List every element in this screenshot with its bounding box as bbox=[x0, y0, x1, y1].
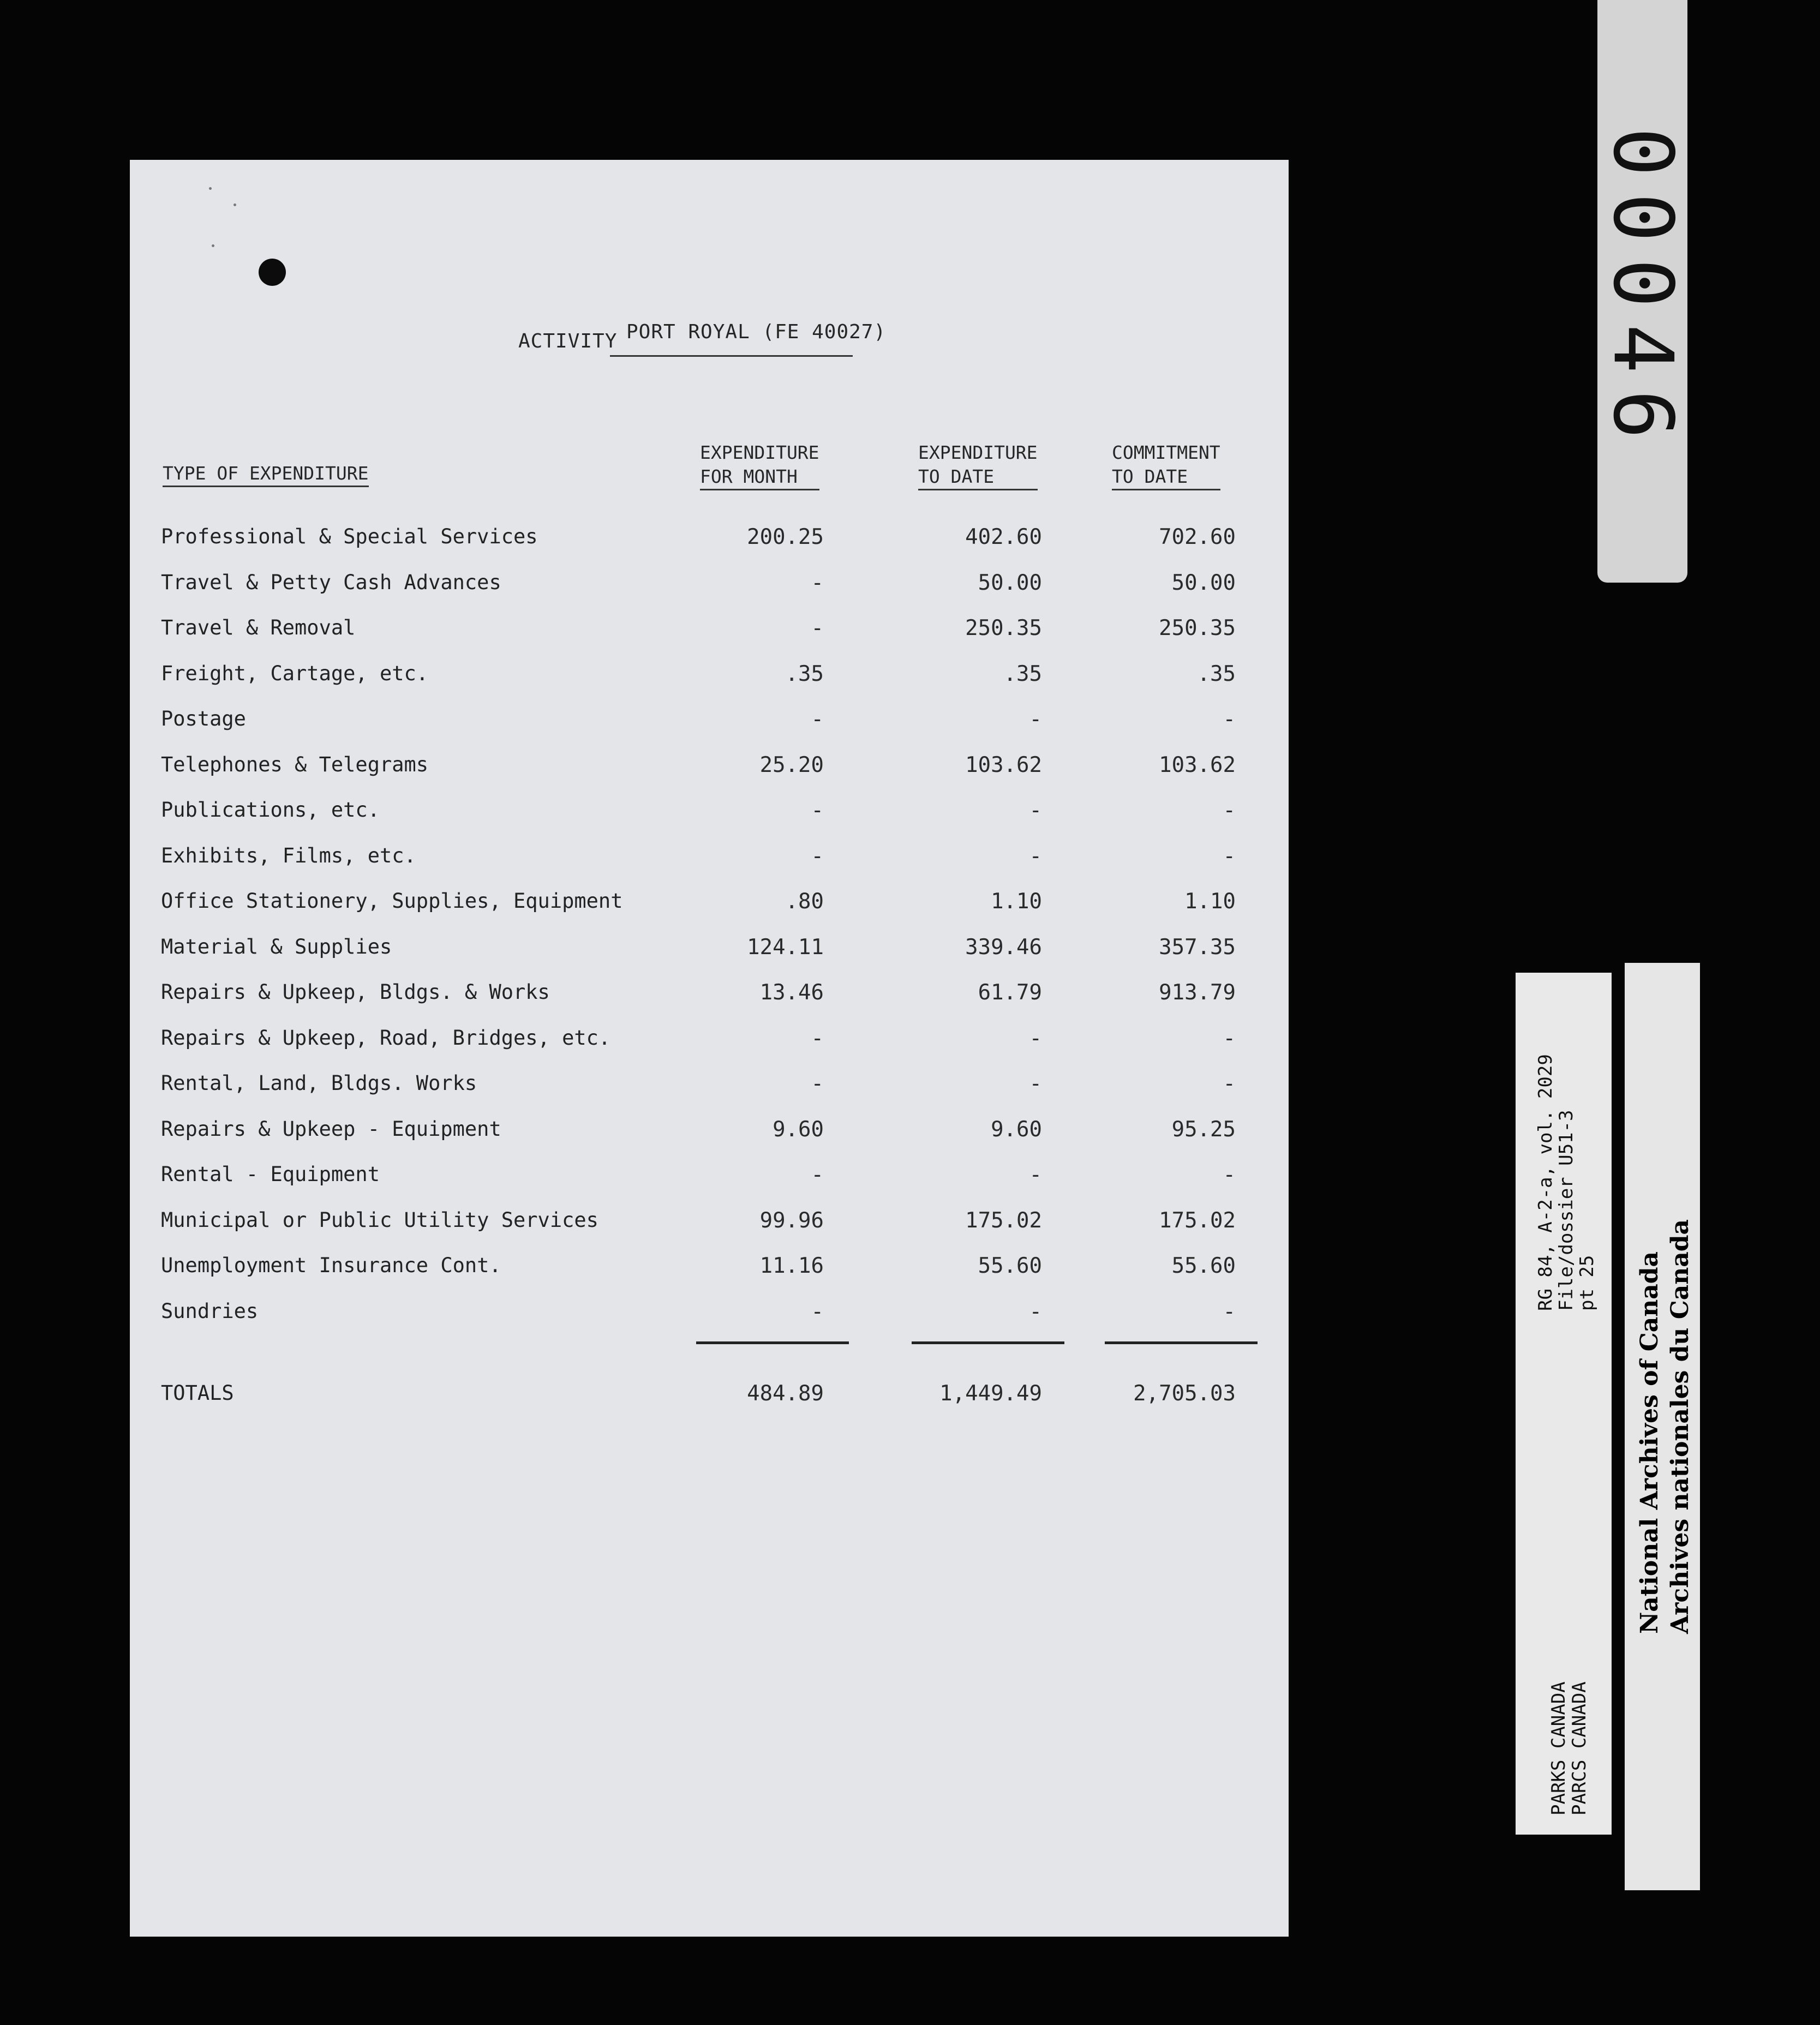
table-row bbox=[130, 1019, 1289, 1064]
total-rule bbox=[912, 1341, 1064, 1344]
header-expenditure-for-month bbox=[700, 441, 819, 490]
expenditure-to-date: - bbox=[1029, 1299, 1042, 1324]
agency-block bbox=[1548, 1681, 1590, 1816]
expenditure-for-month: - bbox=[811, 1299, 824, 1324]
table-row bbox=[130, 608, 1289, 654]
expenditure-type: Unemployment Insurance Cont. bbox=[161, 1254, 501, 1277]
expenditure-type: Municipal or Public Utility Services bbox=[161, 1208, 598, 1232]
expenditure-type: Postage bbox=[161, 707, 246, 730]
reference-line: File/dossier U51-3 bbox=[1555, 1110, 1577, 1311]
activity-underline bbox=[610, 355, 853, 357]
total-rule bbox=[1105, 1341, 1258, 1344]
total-commitment-to-date: 2,705.03 bbox=[1133, 1381, 1236, 1406]
document-page bbox=[130, 160, 1289, 1937]
reference-block bbox=[1535, 1054, 1597, 1311]
expenditure-to-date: - bbox=[1029, 843, 1042, 868]
totals-row bbox=[130, 1374, 1289, 1419]
expenditure-for-month: - bbox=[811, 843, 824, 868]
table-row bbox=[130, 563, 1289, 609]
expenditure-type: Rental - Equipment bbox=[161, 1163, 380, 1186]
frame-number-text: 00046 bbox=[1595, 127, 1690, 456]
commitment-to-date: .35 bbox=[1197, 661, 1236, 686]
commitment-to-date: - bbox=[1223, 1071, 1236, 1096]
commitment-to-date: 702.60 bbox=[1159, 525, 1236, 549]
expenditure-to-date: - bbox=[1029, 1071, 1042, 1096]
totals-label: TOTALS bbox=[161, 1381, 234, 1405]
expenditure-to-date: .35 bbox=[1003, 661, 1042, 686]
expenditure-type: Sundries bbox=[161, 1299, 259, 1323]
archive-reference-card bbox=[1516, 973, 1612, 1835]
expenditure-to-date: - bbox=[1029, 707, 1042, 732]
commitment-to-date: 175.02 bbox=[1159, 1208, 1236, 1233]
commitment-to-date: - bbox=[1223, 1026, 1236, 1051]
expenditure-to-date: 61.79 bbox=[978, 980, 1042, 1005]
expenditure-to-date: 50.00 bbox=[978, 570, 1042, 595]
table-row bbox=[130, 1246, 1289, 1292]
table-row bbox=[130, 836, 1289, 882]
commitment-to-date: 1.10 bbox=[1184, 889, 1236, 914]
header-expenditure-to-date bbox=[918, 441, 1038, 490]
table-row bbox=[130, 790, 1289, 836]
archives-line: Archives nationales du Canada bbox=[1666, 1219, 1694, 1634]
expenditure-type: Travel & Removal bbox=[161, 616, 356, 639]
expenditure-for-month: 25.20 bbox=[759, 752, 824, 777]
frame-number bbox=[1595, 0, 1690, 583]
expenditure-for-month: 99.96 bbox=[759, 1208, 824, 1233]
commitment-to-date: 357.35 bbox=[1159, 934, 1236, 960]
table-row bbox=[130, 927, 1289, 973]
agency-line: PARCS CANADA bbox=[1568, 1681, 1590, 1816]
archives-line: National Archives of Canada bbox=[1636, 1251, 1663, 1634]
header-line: COMMITMENT bbox=[1112, 442, 1220, 463]
agency-line: PARKS CANADA bbox=[1548, 1681, 1570, 1816]
expenditure-type: Publications, etc. bbox=[161, 798, 380, 822]
commitment-to-date: 50.00 bbox=[1171, 570, 1236, 595]
expenditure-for-month: - bbox=[811, 570, 824, 595]
expenditure-for-month: 124.11 bbox=[747, 934, 824, 960]
commitment-to-date: 913.79 bbox=[1159, 980, 1236, 1005]
expenditure-for-month: 200.25 bbox=[747, 525, 824, 549]
commitment-to-date: - bbox=[1223, 843, 1236, 868]
expenditure-type: Repairs & Upkeep, Bldgs. & Works bbox=[161, 980, 550, 1004]
table-row bbox=[130, 973, 1289, 1019]
expenditure-type: Office Stationery, Supplies, Equipment bbox=[161, 889, 623, 913]
reference-line: pt 25 bbox=[1576, 1255, 1598, 1311]
reference-line: RG 84, A-2-a, vol. 2029 bbox=[1535, 1054, 1556, 1311]
expenditure-to-date: - bbox=[1029, 1163, 1042, 1187]
expenditure-for-month: - bbox=[811, 1071, 824, 1096]
commitment-to-date: 55.60 bbox=[1171, 1254, 1236, 1278]
expenditure-for-month: .35 bbox=[785, 661, 824, 686]
punch-hole bbox=[259, 259, 286, 286]
commitment-to-date: 95.25 bbox=[1171, 1117, 1236, 1142]
table-row bbox=[130, 1292, 1289, 1338]
commitment-to-date: - bbox=[1223, 1163, 1236, 1187]
table-row bbox=[130, 699, 1289, 745]
commitment-to-date: 103.62 bbox=[1159, 752, 1236, 777]
expenditure-to-date: 9.60 bbox=[991, 1117, 1042, 1142]
expenditure-for-month: - bbox=[811, 1026, 824, 1051]
expenditure-for-month: 13.46 bbox=[759, 980, 824, 1005]
expenditure-type: Professional & Special Services bbox=[161, 525, 538, 548]
expenditure-to-date: 402.60 bbox=[965, 525, 1042, 549]
expenditure-to-date: 103.62 bbox=[965, 752, 1042, 777]
header-line: TO DATE bbox=[1112, 465, 1220, 490]
archives-strip bbox=[1625, 963, 1700, 1890]
table-row bbox=[130, 882, 1289, 927]
activity-value: PORT ROYAL (FE 40027) bbox=[626, 321, 887, 343]
paper-speck bbox=[212, 244, 214, 247]
table-row bbox=[130, 1110, 1289, 1155]
header-line: EXPENDITURE bbox=[918, 442, 1038, 463]
expenditure-to-date: 250.35 bbox=[965, 616, 1042, 640]
table-row bbox=[130, 1155, 1289, 1201]
header-type-of-expenditure: TYPE OF EXPENDITURE bbox=[163, 462, 369, 487]
activity-label: ACTIVITY bbox=[518, 330, 618, 352]
expenditure-type: Telephones & Telegrams bbox=[161, 752, 429, 776]
paper-speck bbox=[209, 187, 212, 190]
header-line: FOR MONTH bbox=[700, 465, 819, 490]
expenditure-type: Freight, Cartage, etc. bbox=[161, 661, 429, 685]
expenditure-for-month: - bbox=[811, 1163, 824, 1187]
expenditure-type: Material & Supplies bbox=[161, 934, 392, 958]
archives-name bbox=[1635, 1219, 1696, 1634]
table-row bbox=[130, 654, 1289, 700]
expenditure-to-date: 175.02 bbox=[965, 1208, 1042, 1233]
expenditure-type: Repairs & Upkeep, Road, Bridges, etc. bbox=[161, 1026, 611, 1050]
expenditure-for-month: 9.60 bbox=[773, 1117, 824, 1142]
paper-speck bbox=[234, 203, 236, 206]
commitment-to-date: 250.35 bbox=[1159, 616, 1236, 640]
table-row bbox=[130, 1201, 1289, 1247]
expenditure-type: Travel & Petty Cash Advances bbox=[161, 570, 501, 594]
table-row bbox=[130, 1064, 1289, 1110]
total-expenditure-to-date: 1,449.49 bbox=[939, 1381, 1042, 1406]
table-row bbox=[130, 517, 1289, 563]
table-row bbox=[130, 745, 1289, 791]
commitment-to-date: - bbox=[1223, 1299, 1236, 1324]
commitment-to-date: - bbox=[1223, 798, 1236, 823]
expenditure-to-date: - bbox=[1029, 1026, 1042, 1051]
expenditure-type: Exhibits, Films, etc. bbox=[161, 843, 416, 867]
expenditure-to-date: - bbox=[1029, 798, 1042, 823]
expenditure-for-month: 11.16 bbox=[759, 1254, 824, 1278]
header-line: TO DATE bbox=[918, 465, 1038, 490]
header-commitment-to-date bbox=[1112, 441, 1220, 490]
header-line: EXPENDITURE bbox=[700, 442, 819, 463]
expenditure-to-date: 339.46 bbox=[965, 934, 1042, 960]
expenditure-to-date: 55.60 bbox=[978, 1254, 1042, 1278]
expenditure-for-month: - bbox=[811, 616, 824, 640]
total-expenditure-for-month: 484.89 bbox=[747, 1381, 824, 1406]
expenditure-type: Rental, Land, Bldgs. Works bbox=[161, 1071, 477, 1095]
expenditure-to-date: 1.10 bbox=[991, 889, 1042, 914]
expenditure-type: Repairs & Upkeep - Equipment bbox=[161, 1117, 501, 1141]
commitment-to-date: - bbox=[1223, 707, 1236, 732]
total-rule bbox=[696, 1341, 849, 1344]
expenditure-for-month: - bbox=[811, 707, 824, 732]
expenditure-for-month: .80 bbox=[785, 889, 824, 914]
expenditure-for-month: - bbox=[811, 798, 824, 823]
